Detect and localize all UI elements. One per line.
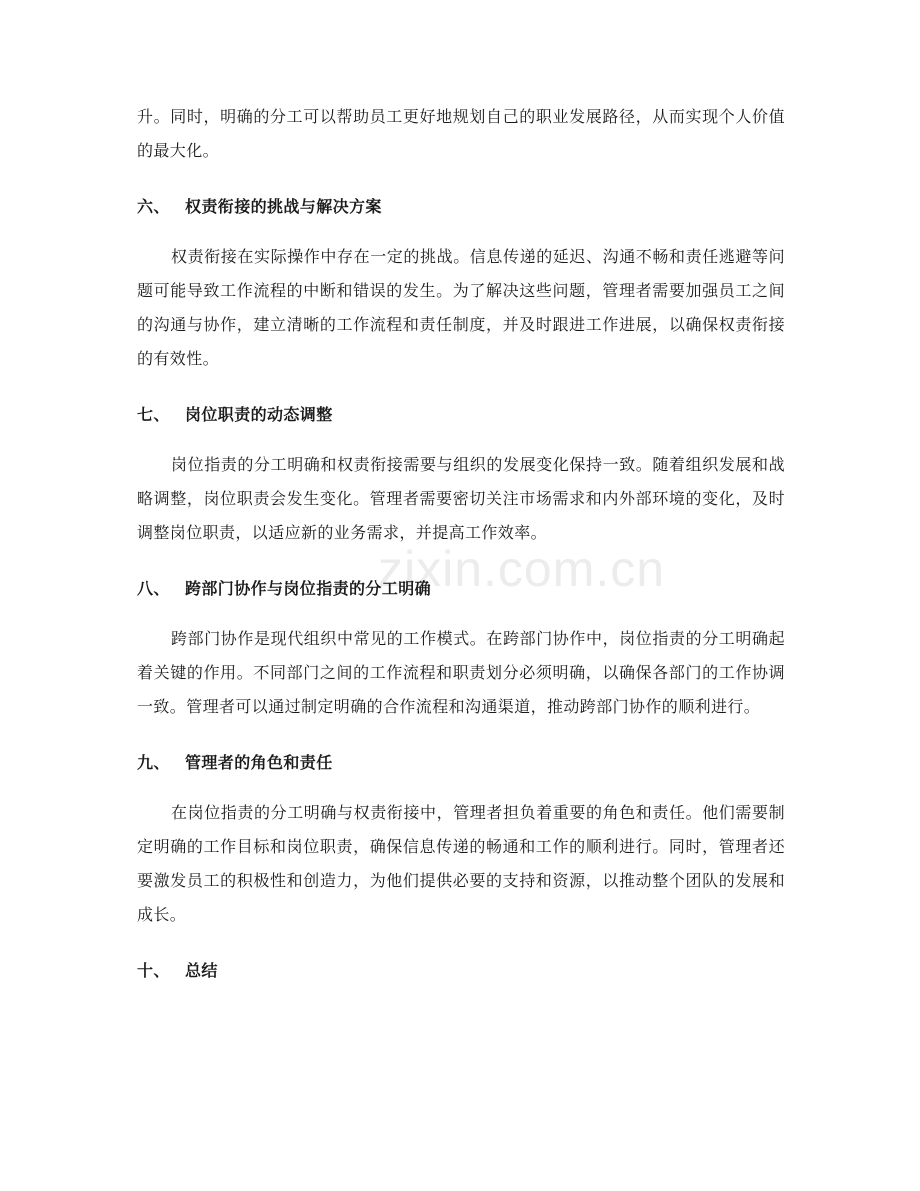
watermark: zixin.com.cn [378, 541, 666, 597]
section-number: 七、 [137, 405, 170, 424]
section-number: 八、 [137, 579, 170, 598]
section-title: 权责衔接的挑战与解决方案 [185, 197, 382, 216]
section-heading-9 [137, 746, 785, 780]
section-heading-6 [137, 190, 785, 224]
paragraph-section-7: 岗位指责的分工明确和权责衔接需要与组织的发展变化保持一致。随着组织发展和战略调整，岗位职责会发生变化。管理者需要密切关注市场需求和内外部环境的变化，及时调整岗位职责，以适应新的业务需求，并提高工作效率。 [137, 455, 785, 542]
section-title: 跨部门协作与岗位指责的分工明确 [185, 579, 432, 598]
section-heading-7 [137, 398, 785, 432]
section-number: 九、 [137, 753, 170, 772]
section-heading-8 [137, 572, 785, 606]
section-heading-10 [137, 954, 785, 988]
section-title: 管理者的角色和责任 [185, 753, 333, 772]
paragraph-section-9: 在岗位指责的分工明确与权责衔接中，管理者担负着重要的角色和责任。他们需要制定明确的工作目标和岗位职责，确保信息传递的畅通和工作的顺利进行。同时，管理者还要激发员工的积极性和创造力，为他们提供必要的支持和资源，以推动整个团队的发展和成长。 [137, 803, 785, 924]
paragraph-section-8: 跨部门协作是现代组织中常见的工作模式。在跨部门协作中，岗位指责的分工明确起着关键的作用。不同部门之间的工作流程和职责划分必须明确，以确保各部门的工作协调一致。管理者可以通过制定明确的合作流程和沟通渠道，推动跨部门协作的顺利进行。 [137, 629, 785, 716]
section-title: 总结 [185, 961, 218, 980]
section-number: 六、 [137, 197, 170, 216]
paragraph-continuation: 升。同时，明确的分工可以帮助员工更好地规划自己的职业发展路径，从而实现个人价值的最大化。 [137, 107, 785, 160]
section-title: 岗位职责的动态调整 [185, 405, 333, 424]
section-number: 十、 [137, 961, 170, 980]
document-body [137, 100, 785, 988]
paragraph-section-6: 权责衔接在实际操作中存在一定的挑战。信息传递的延迟、沟通不畅和责任逃避等问题可能导致工作流程的中断和错误的发生。为了解决这些问题，管理者需要加强员工之间的沟通与协作，建立清晰的工作流程和责任制度，并及时跟进工作进展，以确保权责衔接的有效性。 [137, 247, 785, 368]
